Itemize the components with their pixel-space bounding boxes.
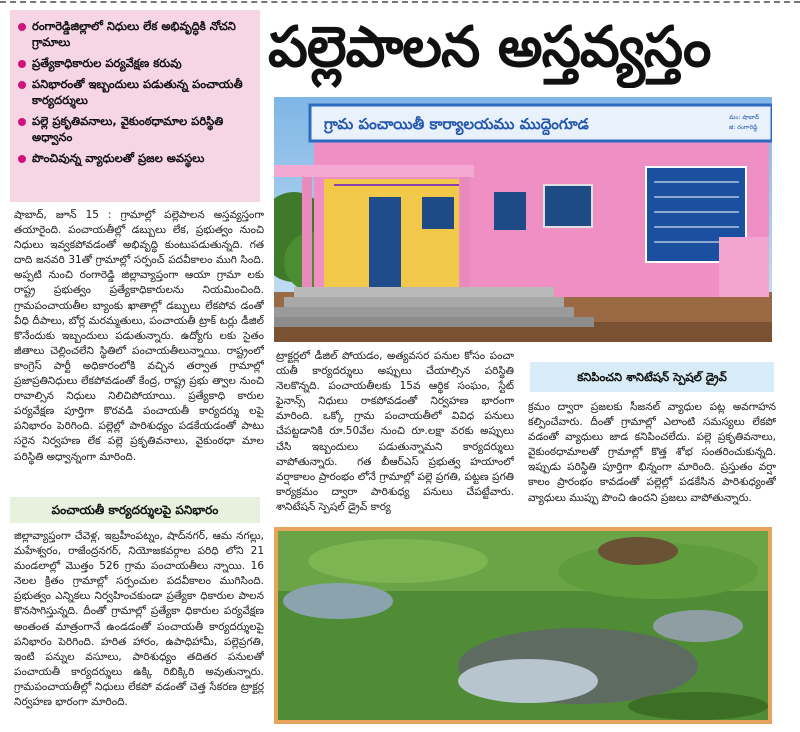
- subheading-secretaries-workload: పంచాయతీ కార్యదర్శులపై పనిభారం: [10, 497, 260, 523]
- highlight-text: పనిభారంతో ఇబ్బందులు పడుతున్న పంచాయతీ కార్యదర్శులు: [32, 77, 243, 107]
- highlight-item: [18, 55, 254, 71]
- highlight-item: [18, 113, 254, 145]
- highlight-text: పల్లె ప్రకృతివనాలు, వైకుంఠధామాల పరిస్థితి అధ్వానం: [32, 114, 224, 144]
- body-text-col1: షాబాద్, జూన్ 15 : గ్రామాల్లో పల్లెపాలన అస్తవ్యస్తంగా తయారైంది. పంచాయతీల్లో డబ్బులు లేక, ప్రభుత్వం నుంచి నిధులు ఇవ్వకపోవడంతో అభివృద్ధి కుంటుపడుతున్నది. గత దాది జనవరి 31తో గ్రామాల్లో సర్పంచ్ పదవీకాలం ముగి సింది. అప్పటి నుంచి రంగారెడ్డి జిల్లావ్యాప్తంగా ఆయా గ్రామా లకు రాష్ట్ర ప్రభుత్వం ప్రత్యేకాధికారులను నియమించింది. గ్రామపంచాయతీల బ్యాంకు ఖాతాల్లో డబ్బులు లేకపోవ డంతో వీధి దీపాలు, బోర్ల మరమ్మతులు, పంచాయతీ ట్రాక్ టర్లు డీజిల్ కొనేందుకు ఇబ్బందులు పడుతున్నారు. ఉద్యోగు లకు సైతం జీతాలు చెల్లించలేని స్థితిలో పంచాయతీలున్నాయి. రాష్ట్రంలో కాంగ్రెస్ పార్టీ అధికారంలోకి వచ్చిన తర్వాత గ్రామాల్లో ప్రజాప్రతినిధులు లేకపోవడంతో కేంద్ర, రాష్ట్ర ప్రభు త్వాల నుంచి రావాల్సిన నిధులు నిలిచిపోయాయి. ప్రత్యేకాధి కారుల పర్యవేక్షణ పూర్తిగా కొరవడి పంచాయతీ కార్యదర్శు లపై పనిభారం పెరిగింది. పల్లెల్లో పారిశుధ్యం పడకేయడంతో పాటు సరైన నిర్వహణ లేక పల్లె ప్రకృతివనాలు, వైకుంఠధా మాల పరిస్థితి అధ్వాన్నంగా మారింది.: [14, 209, 264, 463]
- waterlogged-ground-photo: [274, 527, 772, 724]
- headline: పల్లెపాలన అస్తవ్యస్తం: [268, 15, 711, 80]
- bullet-icon: [18, 155, 26, 163]
- svg-text:జి: రంగారెడ్డి: జి: రంగారెడ్డి: [729, 124, 758, 131]
- bullet-icon: [18, 23, 26, 31]
- body-text-col2: ట్రాక్టర్లలో డీజిల్ పోయడం, అత్యవసర పనుల కోసం పంచా యతీ కార్యదర్శులు అప్పులు చేయాల్సిన పరిస్థితి నెలకొన్నది. పంచాయతీలకు 15వ ఆర్థిక సంఘం, స్టేట్ ఫైనాన్స్ నిధులు రాకపోవడంతో నిర్వహణ భారంగా మారింది. ఒక్కో గ్రామ పంచాయతీలో వివిధ పనులు చేపట్టడానికి రూ.50వేల నుంచి రూ.లక్షా వరకు అప్పులు చేసి ఇబ్బందులు పడుతున్నామని కార్యదర్శులు వాపోతున్నారు. గత బీఆర్ఎస్ ప్రభుత్వ హయాంలో వర్షాకాలం ప్రారంభం లోనే గ్రామాల్లో పల్లె ప్రగతి, పట్టణ ప్రగతి కార్యక్రమం ద్వారా పారిశుధ్య పనులు చేపట్టేవారు. శానిటేషన్ స్పెషల్ డ్రైవ్ కార్య: [276, 350, 514, 513]
- body-text-col3: క్రమం ద్వారా ప్రజలకు సీజనల్ వ్యాధుల పట్ల అవగాహన కల్పించేవారు. దీంతో గ్రామాల్లో ఎలాంటి సమస్యలు లేకపో వడంతో వ్యాధులు జాడ కనిపించలేదు. పల్లె ప్రకృతివనాలు, వైకుంఠధామాలతో గ్రామాల్లో కొత్త శోభ సంతరించుకున్నది. ఇప్పుడు పరిస్థితి పూర్తిగా భిన్నంగా మారింది. ప్రస్తుతం వర్షా కాలం ప్రారంభం కావడంతో పల్లెల్లో పడకేసిన పారిశుధ్యంతో వ్యాధులు ముప్పు పొంచి ఉందని ప్రజలు వాపోతున్నారు.: [528, 401, 776, 504]
- highlight-text: రంగారెడ్డిజిల్లాలో నిధులు లేక అభివృద్ధికి నోచని గ్రామాలు: [32, 19, 236, 49]
- highlight-item: [18, 150, 254, 166]
- highlight-item: [18, 18, 254, 50]
- body-text-col1b: జిల్లావ్యాప్తంగా చేవెళ్ల, ఇబ్రహీంపట్నం, షాద్‌నగర్, ఆమ నగల్లు, మహేశ్వరం, రాజేంద్రనగర్, నియోజకవర్గాల పరిధి లోని 21 మండలాల్లో మొత్తం 526 గ్రామ పంచాయతీలు న్నాయి. 16 నెలల క్రితం గ్రామాల్లో సర్పంచుల పదవీకాలం ముగిసింది. ప్రభుత్వం ఎన్నికలు నిర్వహించకుండా ప్రత్యేకా ధికారుల పాలన కొనసాగిస్తున్నది. దీంతో గ్రామాల్లో ప్రత్యేకా ధికారుల పర్యవేక్షణ అంతంత మాత్రంగానే ఉండడంతో పంచాయతీ కార్యదర్శులపై పనిభారం పెరిగింది. హరిత హారం, ఉపాధిహామీ, పల్లెప్రగతి, ఇంటి పన్నుల వసూలు, పారిశుధ్యం తదితర పనులతో పంచాయతీ కార్యదర్శులు ఉక్కి రిబిక్కిరి అవుతున్నారు. గ్రామపంచాయతీల్లో నిధులు లేకపో వడంతో చెత్త సేకరణ ట్రాక్టర్ల నిర్వహణ భారంగా మారింది.: [14, 530, 264, 709]
- bullet-icon: [18, 81, 26, 89]
- svg-text:మం: షాబాద్: మం: షాబాద్: [729, 114, 760, 121]
- top-dashed-rule: [0, 1, 800, 3]
- bullet-icon: [18, 118, 26, 126]
- office-sign-text: గ్రామ పంచాయితీ కార్యాలయము ముద్దెంగూడ: [324, 115, 589, 133]
- bullet-icon: [18, 60, 26, 68]
- panchayat-office-photo: [274, 97, 772, 342]
- highlights-box: [10, 10, 260, 202]
- highlight-text: ప్రత్యేకాధికారుల పర్యవేక్షణ కరువు: [32, 56, 182, 70]
- highlight-text: పొంచివున్న వ్యాధులతో ప్రజల అవస్థలు: [32, 151, 205, 165]
- highlight-item: [18, 76, 254, 108]
- subheading-sanitation-drive: కనిపించని శానిటేషన్ స్పెషల్ డ్రైవ్: [530, 362, 774, 392]
